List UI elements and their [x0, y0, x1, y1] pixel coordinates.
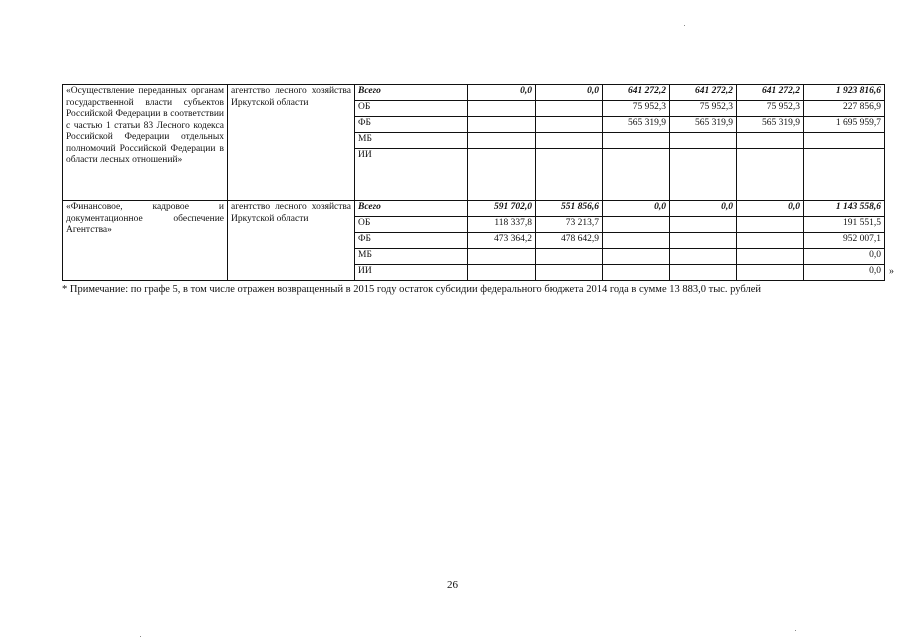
scan-speck — [140, 636, 141, 637]
value-cell — [468, 149, 536, 201]
source-cell: Всего — [355, 85, 468, 101]
value-cell — [468, 101, 536, 117]
value-cell: 0,0 — [468, 85, 536, 101]
value-cell — [603, 265, 670, 281]
source-cell: Всего — [355, 201, 468, 217]
value-cell — [670, 249, 737, 265]
value-cell — [603, 133, 670, 149]
source-cell: ФБ — [355, 117, 468, 133]
closing-quote: » — [889, 266, 894, 277]
source-cell: ИИ — [355, 149, 468, 201]
value-cell — [536, 265, 603, 281]
table-row — [63, 85, 885, 101]
program-name-cell: «Финансовое, кадровое и документационное обеспечение Агентства» — [63, 201, 228, 281]
value-cell — [536, 133, 603, 149]
budget-table — [62, 84, 885, 281]
executor-cell: агентство лесного хозяйства Иркутской области — [228, 85, 355, 201]
value-cell — [737, 217, 804, 233]
value-cell — [737, 233, 804, 249]
scan-speck — [795, 630, 796, 631]
value-cell: 591 702,0 — [468, 201, 536, 217]
executor-cell: агентство лесного хозяйства Иркутской области — [228, 201, 355, 281]
value-cell: 565 319,9 — [670, 117, 737, 133]
value-cell — [670, 217, 737, 233]
value-cell — [536, 249, 603, 265]
value-cell — [603, 149, 670, 201]
value-cell — [670, 265, 737, 281]
total-cell: 0,0 — [804, 249, 885, 265]
value-cell — [603, 233, 670, 249]
scan-speck — [684, 25, 685, 26]
value-cell: 641 272,2 — [737, 85, 804, 101]
value-cell: 641 272,2 — [670, 85, 737, 101]
value-cell — [536, 149, 603, 201]
value-cell — [536, 101, 603, 117]
value-cell: 565 319,9 — [737, 117, 804, 133]
value-cell — [670, 133, 737, 149]
total-cell: 191 551,5 — [804, 217, 885, 233]
program-name-cell: «Осуществление переданных органам государственной власти субъектов Российской Федерации в соответствии с частью 1 статьи 83 Лесного кодекса Российской Федерации отдельных полномочий Российской Федерации в области лесных отношений» — [63, 85, 228, 201]
total-cell: 0,0 — [804, 265, 885, 281]
value-cell — [670, 149, 737, 201]
value-cell — [468, 133, 536, 149]
source-cell: ИИ — [355, 265, 468, 281]
value-cell: 75 952,3 — [737, 101, 804, 117]
value-cell — [536, 117, 603, 133]
total-cell: 1 923 816,6 — [804, 85, 885, 101]
value-cell: 551 856,6 — [536, 201, 603, 217]
value-cell: 0,0 — [737, 201, 804, 217]
value-cell: 75 952,3 — [603, 101, 670, 117]
value-cell: 641 272,2 — [603, 85, 670, 101]
value-cell: 0,0 — [536, 85, 603, 101]
total-cell — [804, 149, 885, 201]
value-cell — [603, 249, 670, 265]
value-cell — [603, 217, 670, 233]
total-cell: 1 695 959,7 — [804, 117, 885, 133]
value-cell — [468, 265, 536, 281]
value-cell — [670, 233, 737, 249]
page-number: 26 — [447, 579, 458, 591]
source-cell: ФБ — [355, 233, 468, 249]
total-cell — [804, 133, 885, 149]
value-cell: 0,0 — [670, 201, 737, 217]
total-cell: 952 007,1 — [804, 233, 885, 249]
source-cell: ОБ — [355, 101, 468, 117]
value-cell: 75 952,3 — [670, 101, 737, 117]
value-cell: 478 642,9 — [536, 233, 603, 249]
total-cell: 1 143 558,6 — [804, 201, 885, 217]
source-cell: МБ — [355, 133, 468, 149]
value-cell: 0,0 — [603, 201, 670, 217]
value-cell — [737, 249, 804, 265]
value-cell — [737, 265, 804, 281]
value-cell: 118 337,8 — [468, 217, 536, 233]
value-cell — [737, 133, 804, 149]
source-cell: МБ — [355, 249, 468, 265]
source-cell: ОБ — [355, 217, 468, 233]
total-cell: 227 856,9 — [804, 101, 885, 117]
footnote: * Примечание: по графе 5, в том числе отражен возвращенный в 2015 году остаток субсидии федерального бюджета 2014 года в сумме 13 883,0 тыс. рублей — [62, 284, 761, 295]
table-row — [63, 201, 885, 217]
value-cell: 565 319,9 — [603, 117, 670, 133]
value-cell — [468, 117, 536, 133]
value-cell — [737, 149, 804, 201]
value-cell: 473 364,2 — [468, 233, 536, 249]
value-cell: 73 213,7 — [536, 217, 603, 233]
value-cell — [468, 249, 536, 265]
